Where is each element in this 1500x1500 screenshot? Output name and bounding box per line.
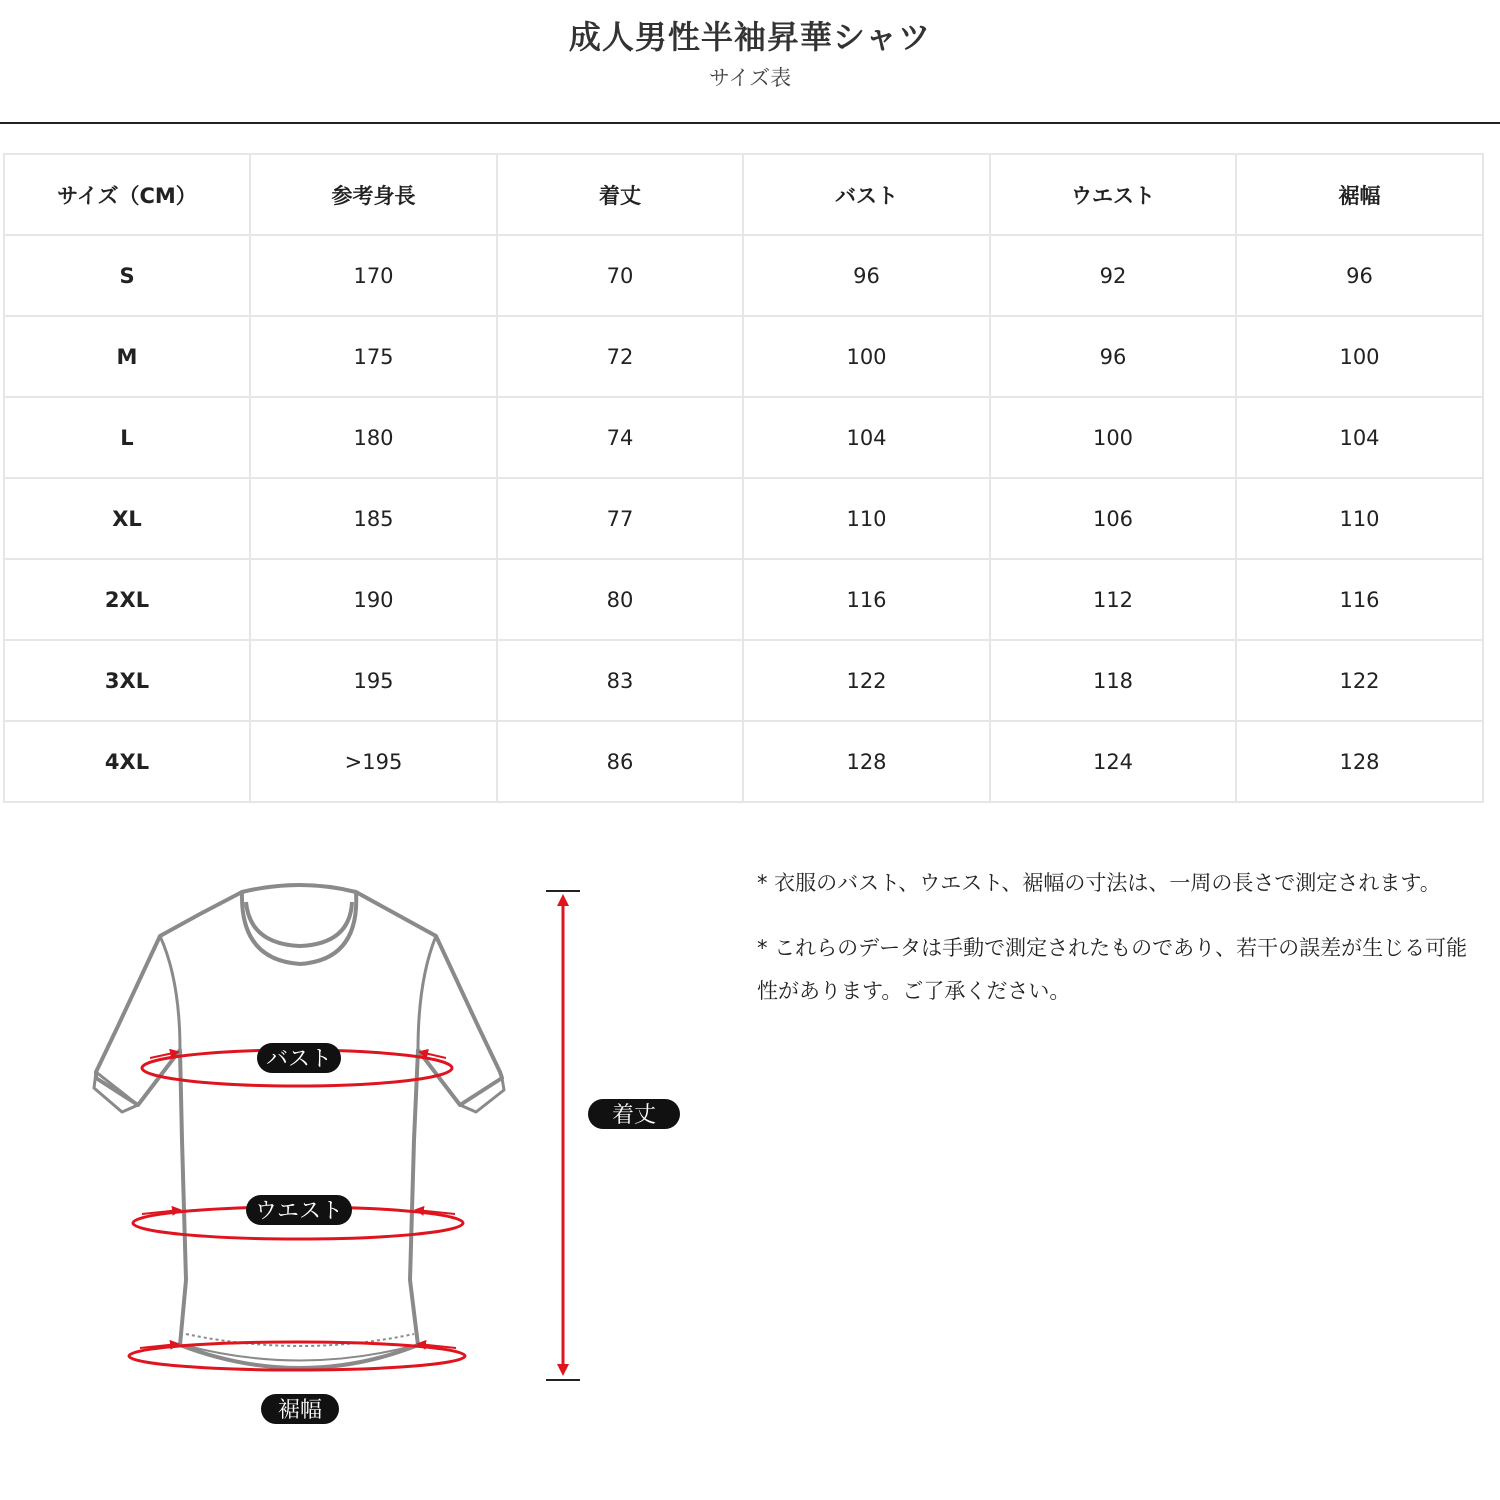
note-measurement-error: * これらのデータは手動で測定されたものであり、若干の誤差が生じる可能性があります。ご了承ください。 [757, 936, 1468, 1003]
cell-waist: 106 [990, 478, 1236, 559]
cell-length: 77 [497, 478, 743, 559]
table-row [4, 316, 1483, 397]
cell-height: 180 [250, 397, 497, 478]
cell-height: 190 [250, 559, 497, 640]
cell-length: 74 [497, 397, 743, 478]
cell-bust: 116 [743, 559, 990, 640]
cell-hem: 116 [1236, 559, 1483, 640]
cell-size: 4XL [4, 721, 250, 802]
cell-hem: 104 [1236, 397, 1483, 478]
table-row [4, 235, 1483, 316]
column-header-size: サイズ（CM） [4, 154, 250, 235]
cell-height: 170 [250, 235, 497, 316]
cell-bust: 104 [743, 397, 990, 478]
cell-bust: 110 [743, 478, 990, 559]
column-header-height: 参考身長 [250, 154, 497, 235]
cell-hem: 110 [1236, 478, 1483, 559]
measurement-notes [757, 862, 1487, 1035]
cell-length: 72 [497, 316, 743, 397]
page-header [0, 0, 1500, 124]
bust-label-pill [257, 1043, 341, 1073]
tshirt-measurement-diagram [0, 840, 720, 1460]
waist-label-pill [246, 1195, 352, 1225]
cell-length: 86 [497, 721, 743, 802]
cell-length: 83 [497, 640, 743, 721]
length-label-pill [588, 1099, 680, 1129]
cell-size: M [4, 316, 250, 397]
cell-length: 80 [497, 559, 743, 640]
note-measurement-method: * 衣服のバスト、ウエスト、裾幅の寸法は、一周の長さで測定されます。 [757, 871, 1441, 895]
length-measure-line [546, 891, 580, 1380]
cell-bust: 128 [743, 721, 990, 802]
hem-measure-ellipse [129, 1342, 465, 1370]
cell-bust: 122 [743, 640, 990, 721]
page-title: 成人男性半袖昇華シャツ [568, 18, 932, 56]
cell-size: 3XL [4, 640, 250, 721]
cell-size: 2XL [4, 559, 250, 640]
cell-size: L [4, 397, 250, 478]
cell-size: S [4, 235, 250, 316]
cell-hem: 122 [1236, 640, 1483, 721]
hem-label-pill [261, 1394, 339, 1424]
table-row [4, 559, 1483, 640]
table-row [4, 640, 1483, 721]
column-header-length: 着丈 [497, 154, 743, 235]
cell-height: >195 [250, 721, 497, 802]
waist-label: ウエスト [254, 1199, 344, 1224]
length-label: 着丈 [611, 1103, 657, 1128]
cell-length: 70 [497, 235, 743, 316]
cell-bust: 100 [743, 316, 990, 397]
bust-label: バスト [265, 1047, 333, 1072]
cell-bust: 96 [743, 235, 990, 316]
table-row [4, 478, 1483, 559]
cell-hem: 100 [1236, 316, 1483, 397]
cell-height: 175 [250, 316, 497, 397]
cell-waist: 100 [990, 397, 1236, 478]
tshirt-outline-icon [94, 885, 504, 1368]
hem-label: 裾幅 [277, 1398, 323, 1423]
cell-hem: 128 [1236, 721, 1483, 802]
cell-height: 185 [250, 478, 497, 559]
size-table [3, 153, 1484, 803]
table-row [4, 397, 1483, 478]
cell-height: 195 [250, 640, 497, 721]
cell-waist: 124 [990, 721, 1236, 802]
page-subtitle: サイズ表 [708, 66, 792, 90]
cell-size: XL [4, 478, 250, 559]
cell-waist: 96 [990, 316, 1236, 397]
cell-waist: 118 [990, 640, 1236, 721]
cell-waist: 92 [990, 235, 1236, 316]
table-header-row [4, 154, 1483, 235]
table-row [4, 721, 1483, 802]
cell-hem: 96 [1236, 235, 1483, 316]
column-header-hem: 裾幅 [1236, 154, 1483, 235]
column-header-waist: ウエスト [990, 154, 1236, 235]
column-header-bust: バスト [743, 154, 990, 235]
cell-waist: 112 [990, 559, 1236, 640]
